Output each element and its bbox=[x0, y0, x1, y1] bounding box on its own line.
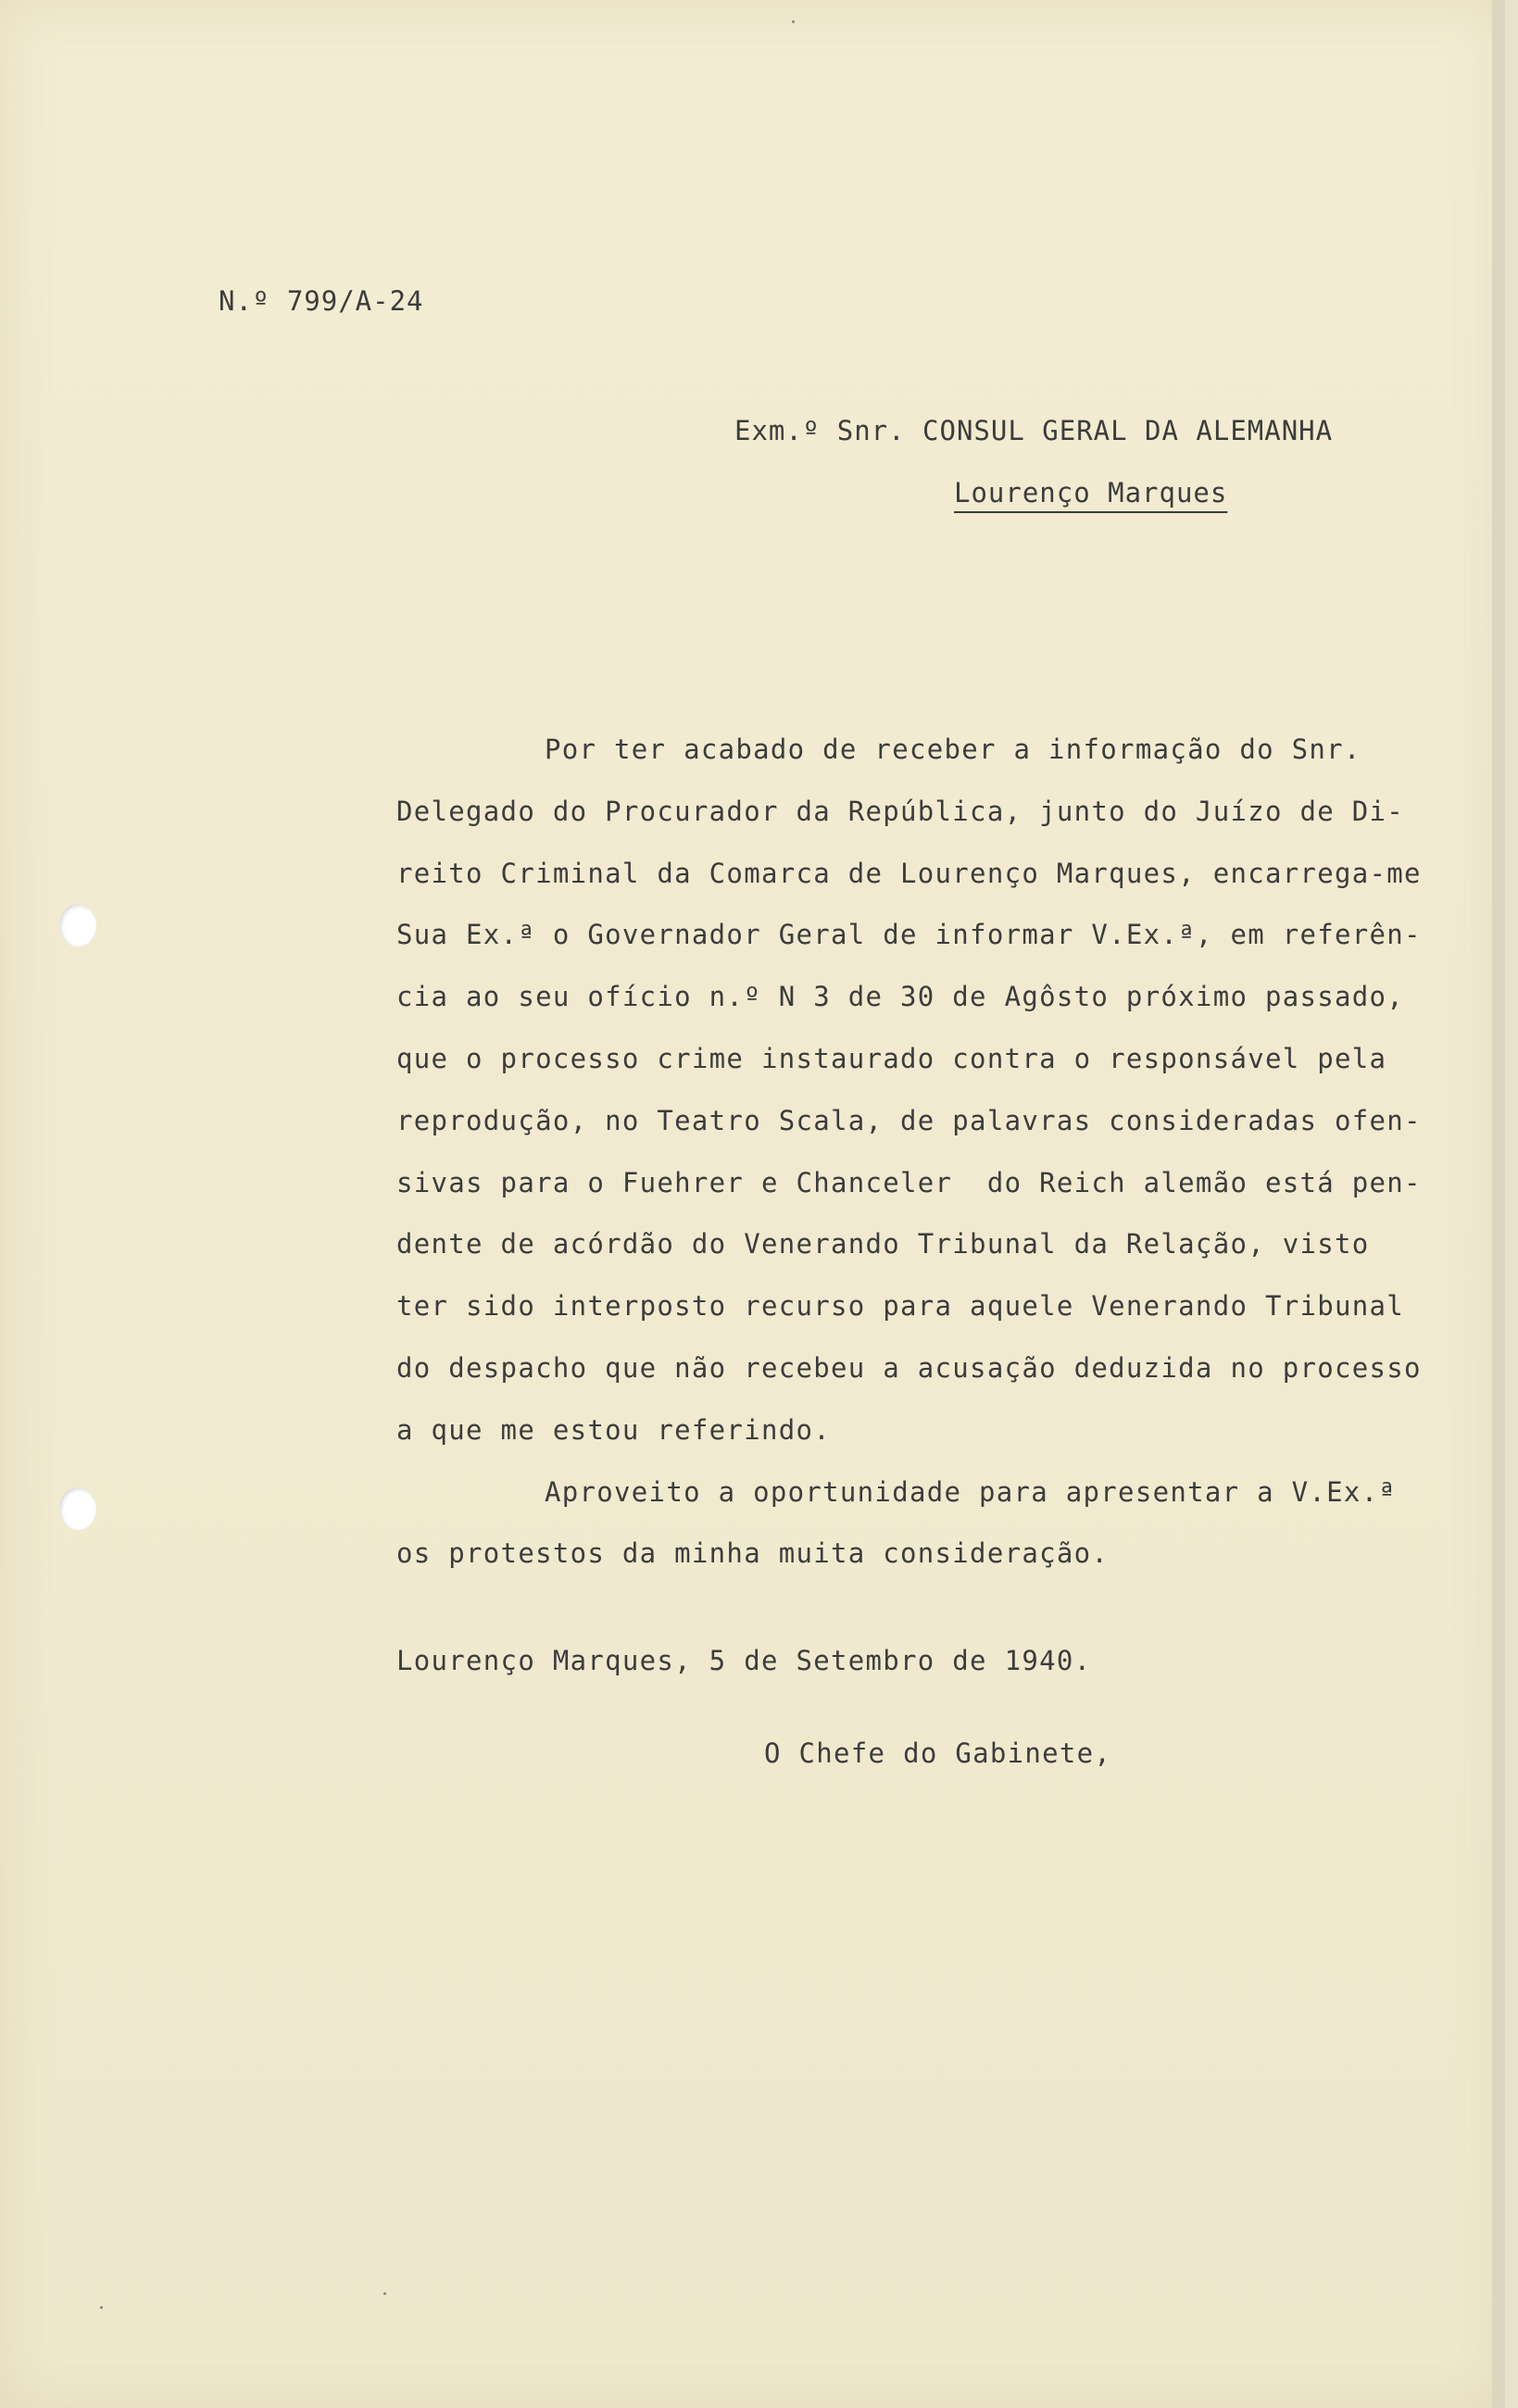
closing-line: os protestos da minha muita consideração. bbox=[396, 1537, 1110, 1570]
body-line: dente de acórdão do Venerando Tribunal da Relação, visto bbox=[396, 1228, 1370, 1260]
body-line: ter sido interposto recurso para aquele Venerando Tribunal bbox=[396, 1290, 1405, 1323]
punch-hole-upper bbox=[59, 904, 96, 947]
body-line: que o processo crime instaurado contra o responsável pela bbox=[396, 1042, 1387, 1074]
letter-body bbox=[396, 719, 1499, 1585]
body-line: Por ter acabado de receber a informação do Snr. bbox=[545, 734, 1361, 765]
reference-number: N.º 799/A-24 bbox=[219, 285, 424, 317]
paper-speck bbox=[100, 2306, 103, 2309]
place-date: Lourenço Marques, 5 de Setembro de 1940. bbox=[396, 1645, 1092, 1676]
paper-speck bbox=[792, 20, 795, 23]
closing-line: Aproveito a oportunidade para apresentar a V.Ex.ª bbox=[545, 1475, 1397, 1508]
body-line: reito Criminal da Comarca de Lourenço Marques, encarrega-me bbox=[396, 857, 1422, 889]
body-line: a que me estou referindo. bbox=[396, 1413, 831, 1446]
body-line: sivas para o Fuehrer e Chanceler do Reich alemão está pen- bbox=[396, 1166, 1422, 1198]
body-line: Sua Ex.ª o Governador Geral de informar V.Ex.ª, em referên- bbox=[396, 919, 1422, 951]
body-line: do despacho que não recebeu a acusação deduzida no processo bbox=[396, 1351, 1422, 1384]
punch-hole-lower bbox=[59, 1487, 96, 1530]
body-line: cia ao seu ofício n.º N 3 de 30 de Agôsto próximo passado, bbox=[396, 981, 1405, 1013]
body-line: reprodução, no Teatro Scala, de palavras consideradas ofen- bbox=[396, 1104, 1422, 1136]
paper-speck bbox=[383, 2292, 386, 2295]
body-line: Delegado do Procurador da República, junto do Juízo de Di- bbox=[396, 795, 1405, 827]
addressee-city: Lourenço Marques bbox=[954, 477, 1228, 508]
addressee: Exm.º Snr. CONSUL GERAL DA ALEMANHA bbox=[734, 415, 1334, 446]
signature-title: O Chefe do Gabinete, bbox=[764, 1737, 1112, 1769]
